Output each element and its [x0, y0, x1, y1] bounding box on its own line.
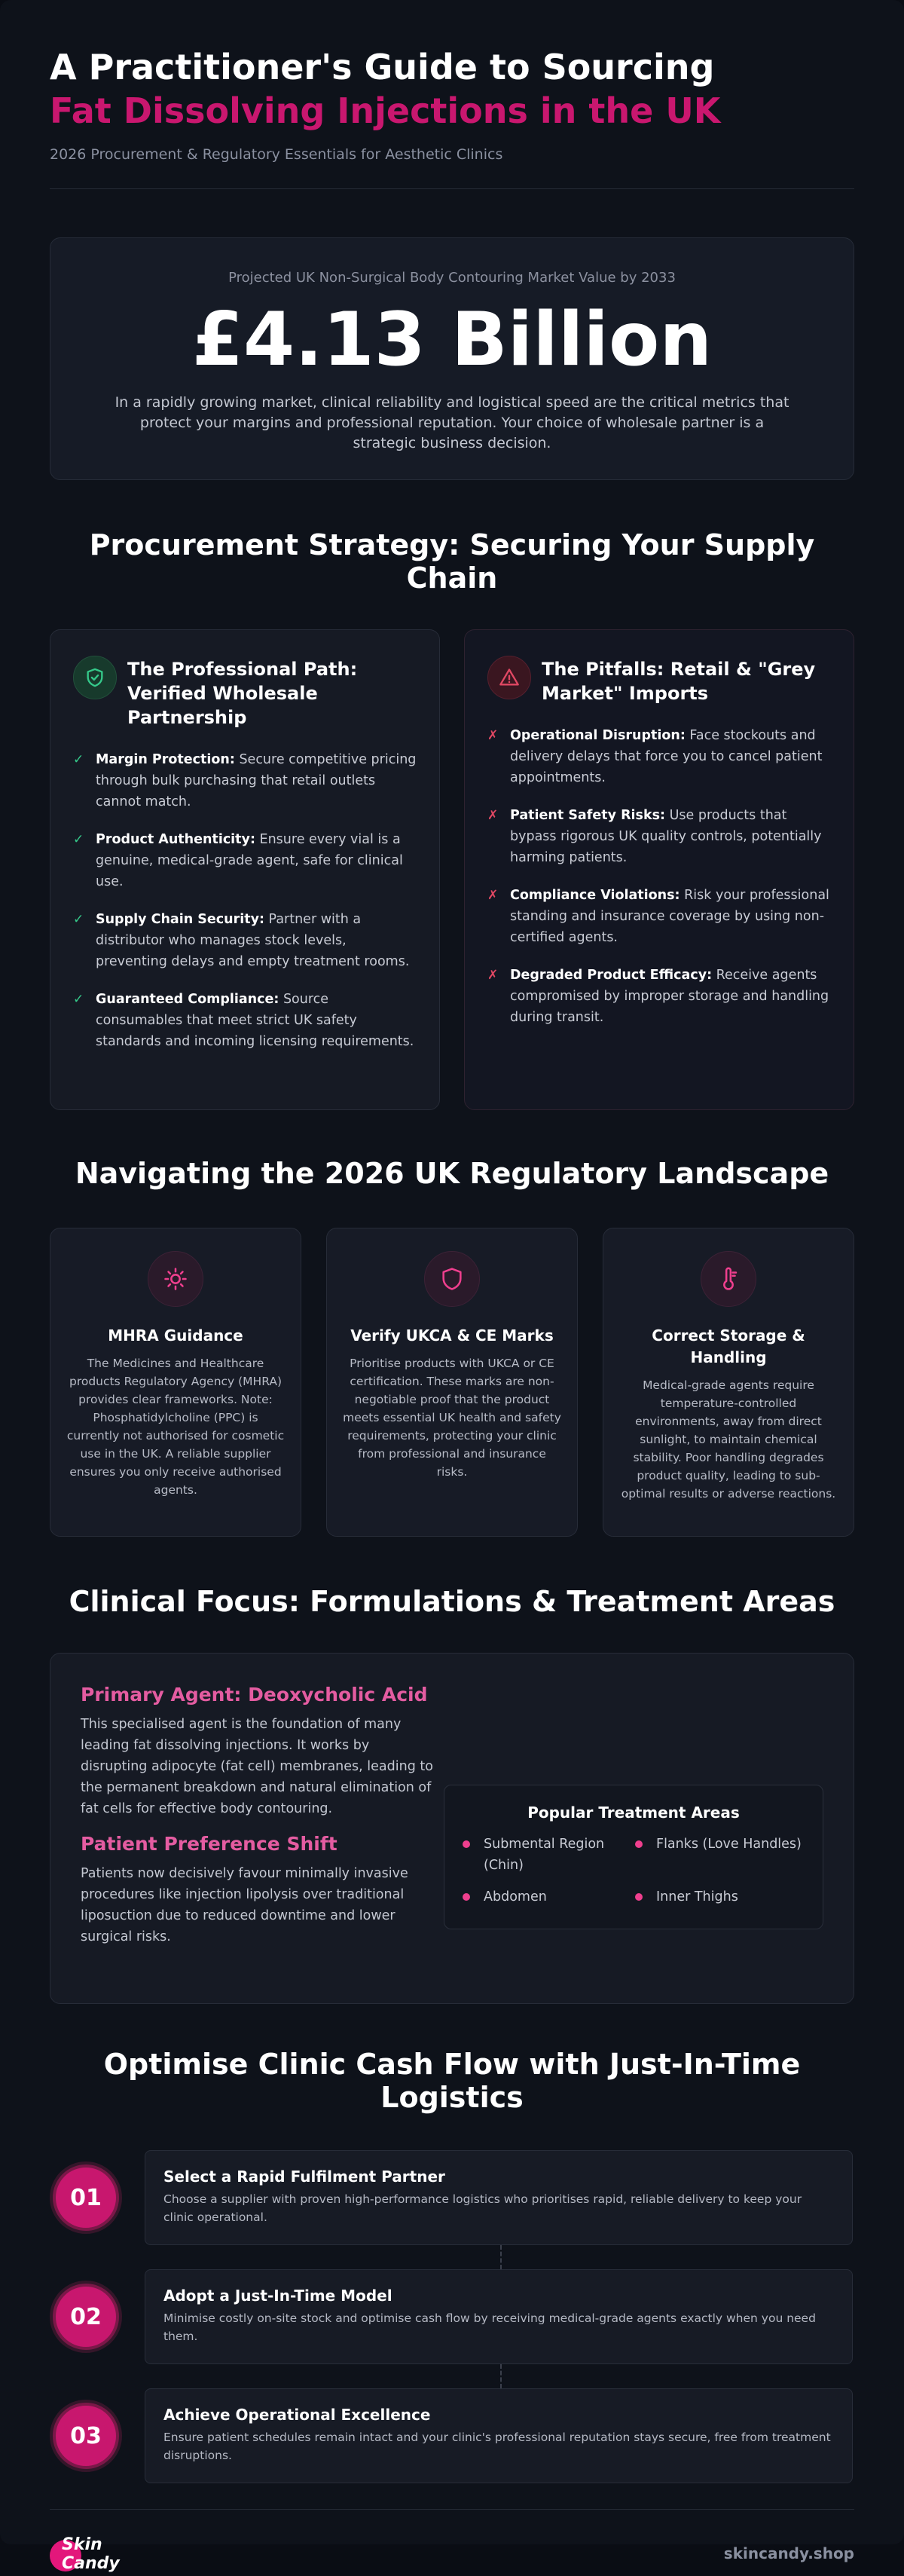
- procurement-heading: Procurement Strategy: Securing Your Supply Chain: [89, 528, 815, 595]
- header-divider: [50, 188, 854, 189]
- storage-text: Medical-grade agents require temperature-controlled environments, away from direct sunlight, to maintain chemical stability. Poor handling degrades product quality, leading to sub-optimal results or adverse reactions.: [621, 1378, 836, 1501]
- logo-text-line1: Skin: [62, 2535, 102, 2554]
- list-item-description: Use products that bypass rigorous UK quality controls, potentially harming patients.: [510, 808, 822, 865]
- list-item-heading: Product Authenticity:: [96, 832, 255, 847]
- list-item-description: Face stockouts and delivery delays that force you to cancel patient appointments.: [510, 728, 823, 785]
- professional-path-list: [73, 749, 417, 1052]
- page-title-line1: A Practitioner's Guide to Sourcing: [50, 47, 715, 87]
- ukca-ce-card: [326, 1228, 578, 1537]
- step-1: [50, 2150, 854, 2245]
- step-number: 03: [53, 2403, 119, 2469]
- treatment-area-item: [634, 1886, 806, 1908]
- mhra-text: The Medicines and Healthcare products Regulatory Agency (MHRA) provides clear frameworks. Note: Phosphatidylcholine (PPC) is currently not authorised for cosmetic use in the UK. A reliable supplier ensures you only receive authorised agents.: [66, 1357, 285, 1497]
- mhra-card: [50, 1228, 301, 1537]
- step-connector: [500, 2245, 502, 2269]
- ukca-ce-text: Prioritise products with UKCA or CE certification. These marks are non-negotiable proof that the product meets essential UK health and safety requirements, protecting your clinic from professional and insurance risks.: [343, 1357, 561, 1479]
- list-item: [73, 829, 417, 892]
- professional-path-card: [50, 629, 440, 1110]
- logistics-heading: Optimise Clinic Cash Flow with Just-In-Time Logistics: [103, 2048, 801, 2114]
- list-item: [487, 725, 831, 788]
- list-item-heading: Guaranteed Compliance:: [96, 992, 279, 1007]
- bullet-dot-icon: [635, 1893, 643, 1901]
- mhra-title: MHRA Guidance: [108, 1326, 243, 1345]
- list-item-text: [510, 965, 831, 1028]
- bullet-dot-icon: [463, 1840, 470, 1848]
- warning-triangle-icon: [487, 656, 531, 699]
- professional-path-title: The Professional Path: Verified Wholesale Partnership: [127, 659, 358, 728]
- list-item: [487, 805, 831, 868]
- bullet-dot-icon: [463, 1893, 470, 1901]
- step-content: [145, 2150, 853, 2245]
- patient-preference-title: Patient Preference Shift: [81, 1833, 337, 1855]
- list-item-heading: Operational Disruption:: [510, 728, 686, 743]
- treatment-areas-title: Popular Treatment Areas: [527, 1804, 740, 1822]
- list-item-heading: Compliance Violations:: [510, 888, 680, 903]
- page-subtitle: 2026 Procurement & Regulatory Essentials for Aesthetic Clinics: [50, 146, 503, 163]
- list-item: [487, 965, 831, 1028]
- step-connector: [500, 2364, 502, 2388]
- list-item-heading: Patient Safety Risks:: [510, 808, 666, 823]
- step-3: [50, 2388, 854, 2483]
- list-item-text: [96, 749, 417, 812]
- treatment-area-item: [461, 1886, 634, 1908]
- check-icon: ✓: [73, 992, 84, 1007]
- regulatory-heading: Navigating the 2026 UK Regulatory Landscape: [75, 1157, 829, 1190]
- list-item-text: [510, 805, 831, 868]
- step-content: [145, 2269, 853, 2364]
- header: [50, 0, 854, 163]
- step-number: 02: [53, 2284, 119, 2350]
- list-item: [487, 885, 831, 948]
- skin-candy-logo[interactable]: [50, 2531, 140, 2576]
- treatment-area-label: Flanks (Love Handles): [656, 1837, 802, 1852]
- cross-icon: ✗: [487, 808, 499, 823]
- storage-card: [603, 1228, 854, 1537]
- step-content: [145, 2388, 853, 2483]
- step-text: Minimise costly on-site stock and optimise cash flow by receiving medical-grade agents exactly when you need them.: [163, 2311, 816, 2343]
- list-item-description: Source consumables that meet strict UK safety standards and incoming licensing requirements.: [96, 992, 414, 1049]
- check-icon: ✓: [73, 752, 84, 767]
- shield-check-icon: [73, 656, 117, 699]
- patient-preference-text: Patients now decisively favour minimally invasive procedures like injection lipolysis over traditional liposuction due to reduced downtime and lower surgical risks.: [81, 1866, 408, 1944]
- treatment-area-label: Inner Thighs: [656, 1889, 738, 1904]
- cross-icon: ✗: [487, 888, 499, 903]
- list-item-description: Partner with a distributor who manages stock levels, preventing delays and empty treatment rooms.: [96, 912, 410, 969]
- step-title: Achieve Operational Excellence: [163, 2406, 431, 2424]
- treatment-area-label: Submental Region (Chin): [484, 1837, 605, 1873]
- regulatory-cards: [50, 1228, 854, 1537]
- list-item: [73, 749, 417, 812]
- treatment-areas-box: [444, 1785, 823, 1929]
- step-title: Select a Rapid Fulfilment Partner: [163, 2168, 445, 2186]
- list-item-heading: Supply Chain Security:: [96, 912, 264, 927]
- bullet-dot-icon: [635, 1840, 643, 1848]
- step-text: Choose a supplier with proven high-performance logistics who prioritises rapid, reliable delivery to keep your clinic operational.: [163, 2192, 802, 2224]
- step-text: Ensure patient schedules remain intact and your clinic's professional reputation stays secure, free from treatment disruptions.: [163, 2431, 831, 2462]
- check-icon: ✓: [73, 912, 84, 927]
- storage-title: Correct Storage & Handling: [652, 1326, 805, 1366]
- clinical-heading: Clinical Focus: Formulations & Treatment Areas: [69, 1585, 835, 1618]
- step-2: [50, 2269, 854, 2364]
- list-item-text: [510, 725, 831, 788]
- market-value: £4.13 Billion: [191, 297, 713, 383]
- logistics-steps: [50, 2150, 854, 2483]
- treatment-areas-list: [461, 1834, 806, 1918]
- list-item-description: Risk your professional standing and insurance coverage by using non-certified agents.: [510, 888, 829, 945]
- list-item-description: Secure competitive pricing through bulk purchasing that retail outlets cannot match.: [96, 752, 417, 809]
- step-number: 01: [53, 2165, 119, 2231]
- logo-text-line2: Candy: [62, 2554, 120, 2573]
- list-item-text: [96, 829, 417, 892]
- market-value-card: [50, 237, 854, 480]
- treatment-area-label: Abdomen: [484, 1889, 547, 1904]
- list-item-heading: Degraded Product Efficacy:: [510, 968, 713, 983]
- thermometer-icon: [701, 1251, 756, 1307]
- procurement-paths: [50, 629, 854, 1110]
- market-value-label: Projected UK Non-Surgical Body Contouring Market Value by 2033: [228, 270, 676, 286]
- primary-agent-title: Primary Agent: Deoxycholic Acid: [81, 1684, 428, 1706]
- primary-agent-text: This specialised agent is the foundation of many leading fat dissolving injections. It works by disrupting adipocyte (fat cell) membranes, leading to the permanent breakdown and natural elimination of fat cells for effective body contouring.: [81, 1717, 433, 1816]
- page-title-line2: Fat Dissolving Injections in the UK: [50, 90, 721, 131]
- cross-icon: ✗: [487, 968, 499, 983]
- footer: [50, 2531, 854, 2576]
- treatment-area-item: [634, 1834, 806, 1876]
- list-item: [73, 909, 417, 972]
- list-item-text: [96, 989, 417, 1052]
- shield-icon: [424, 1251, 480, 1307]
- website-link[interactable]: skincandy.shop: [723, 2544, 854, 2562]
- cross-icon: ✗: [487, 728, 499, 743]
- list-item-text: [510, 885, 831, 948]
- list-item-heading: Margin Protection:: [96, 752, 235, 767]
- list-item-description: Receive agents compromised by improper storage and handling during transit.: [510, 968, 829, 1025]
- treatment-area-item: [461, 1834, 634, 1876]
- check-icon: ✓: [73, 832, 84, 847]
- pitfalls-list: [487, 725, 831, 1028]
- list-item-description: Ensure every vial is a genuine, medical-grade agent, safe for clinical use.: [96, 832, 403, 889]
- step-title: Adopt a Just-In-Time Model: [163, 2287, 392, 2305]
- sun-icon: [148, 1251, 203, 1307]
- ukca-ce-title: Verify UKCA & CE Marks: [350, 1326, 554, 1345]
- list-item: [73, 989, 417, 1052]
- list-item-text: [96, 909, 417, 972]
- pitfalls-card: [464, 629, 854, 1110]
- footer-divider: [50, 2509, 854, 2510]
- pitfalls-title: The Pitfalls: Retail & "Grey Market" Imports: [542, 659, 816, 704]
- market-value-description: In a rapidly growing market, clinical reliability and logistical speed are the critical metrics that protect your margins and professional reputation. Your choice of wholesale partner is a strategic business decision.: [115, 394, 789, 451]
- clinical-card: [50, 1653, 854, 2004]
